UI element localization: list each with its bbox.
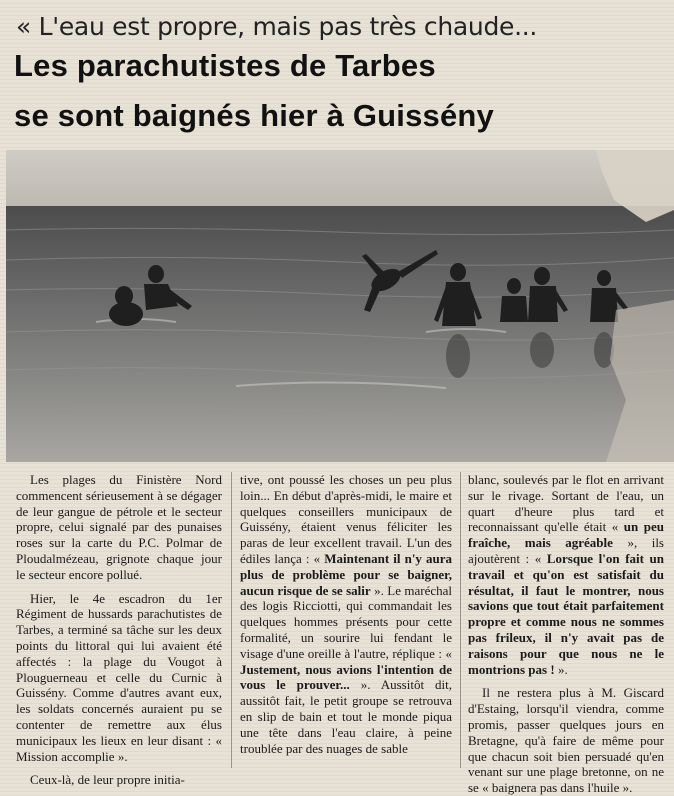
column-2-text-a: tive, ont poussé les choses un peu plus loin... En début d'après-midi, le maire et quelques conseillers municipaux de Guissény, étaient venus féliciter les paras de leur excellent travail. L'un des édiles lança : « — [240, 472, 452, 566]
column-3-quote-soldiers: Lorsque l'on fait un travail et qu'on est satisfait du résultat, il faut le montrer, nous savions que tout était parfaitement propre et comme nous ne sommes pas frileux, il n'y avait pas de raisons pour que nous ne le montrions pas ! — [468, 550, 664, 677]
column-2-quote-ricciotti: Justement, nous avions l'intention de vous le prouver... — [240, 661, 452, 693]
column-3-text-a: blanc, soulevés par le flot en arrivant sur le rivage. Sortant de l'eau, un quart d'heure plus tard et reconnaissant qu'elle était « — [468, 472, 664, 535]
column-3-text-c: », ils ajoutèrent : « — [468, 535, 664, 566]
headline-line-2: se sont baignés hier à Guissény — [14, 98, 494, 133]
column-3-quote-water: un peu fraîche, mais agréable — [468, 519, 664, 551]
article-column-2 — [240, 472, 452, 768]
column-2-paragraph-1 — [240, 472, 452, 756]
headline-line-1: Les parachutistes de Tarbes — [14, 48, 436, 83]
column-3-text-e: ». — [557, 661, 568, 677]
column-1-paragraph-2: Hier, le 4e escadron du 1er Régiment de hussards parachutistes de Tarbes, a terminé sa tâche sur les deux points du littoral qui lui avaient été affectés : la plage du Vougot à Plouguerneau et celle du Curnic à Guissény. Comme d'autres avant eux, les soldats concernés auraient pu se contenter de remettre aux élus municipaux les lieux en leur disant : « Mission accomplie ». — [16, 590, 222, 764]
article-column-1 — [16, 472, 222, 788]
column-rule-1 — [231, 472, 232, 768]
article-kicker: « L'eau est propre, mais pas très chaude... — [16, 12, 538, 41]
column-2-quote-mayor: Maintenant il n'y aura plus de problème pour se baigner, aucun risque de se salir — [240, 550, 453, 598]
column-3-paragraph-2: Il ne restera plus à M. Giscard d'Estaing, lorsqu'il viendra, comme promis, passer quelques jours en Bretagne, qu'à faire de même pour que chacun soit bien persuadé qu'en venant sur une plage bretonne, on ne se « baignera pas dans l'huile ». — [468, 685, 664, 796]
article-column-3 — [468, 472, 664, 796]
column-2-text-e: ». Aussitôt dit, aussitôt fait, le petit groupe se retrouva en slip de bain et tout le monde piqua une tête dans l'eau claire, à peine troublée par des nuages de sable — [240, 677, 453, 756]
column-rule-2 — [460, 472, 461, 768]
column-1-paragraph-1: Les plages du Finistère Nord commencent sérieusement à se dégager de leur gangue de pétrole et le secteur propre, celui signalé par des punaises roses sur la carte du P.C. Polmar de Ploudalmézeau, grignote chaque jour le secteur encore pollué. — [16, 472, 222, 582]
beach-photo — [6, 150, 674, 462]
column-1-paragraph-3: Ceux-là, de leur propre initia- — [30, 772, 185, 788]
column-3-paragraph-1 — [468, 472, 664, 677]
column-2-text-c: ». Le maréchal des logis Ricciotti, qui commandait les quelques hommes présents pour cette formalité, un sourire lui fendant le visage d'une oreille à l'autre, réplique : « — [240, 582, 453, 661]
